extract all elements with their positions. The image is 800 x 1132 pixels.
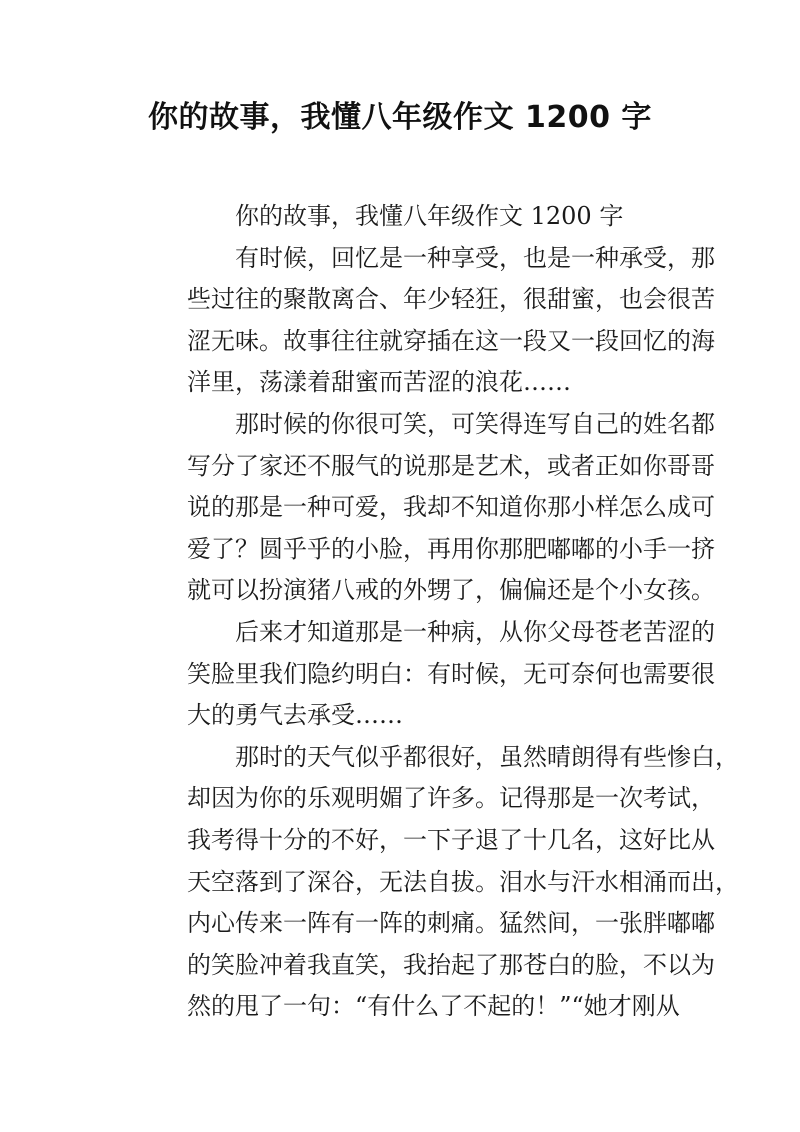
paragraph-subtitle xyxy=(139,196,675,238)
text-line: 就可以扮演猪八戒的外甥了，偏偏还是个小女孩。 xyxy=(187,576,715,605)
text-line: 却因为你的乐观明媚了许多。记得那是一次考试， xyxy=(187,784,715,813)
text-line: 那时的天气似乎都很好，虽然晴朗得有些惨白， xyxy=(235,742,739,771)
paragraph-2 xyxy=(139,404,715,612)
text-line: 些过往的聚散离合、年少轻狂，很甜蜜，也会很苦 xyxy=(187,285,715,314)
text-line: 洋里，荡漾着甜蜜而苦涩的浪花…… xyxy=(187,368,571,397)
document-body xyxy=(139,196,739,1028)
paragraph-4 xyxy=(139,737,739,1028)
text-line: 然的甩了一句：“有什么了不起的！”“她才刚从 xyxy=(187,992,680,1021)
text-line: 后来才知道那是一种病，从你父母苍老苦涩的 xyxy=(235,617,715,646)
text-line: 说的那是一种可爱，我却不知道你那小样怎么成可 xyxy=(187,493,715,522)
text-line: 有时候，回忆是一种享受，也是一种承受，那 xyxy=(235,243,715,272)
paragraph-1 xyxy=(139,238,715,404)
text-line: 天空落到了深谷，无法自拔。泪水与汗水相涌而出， xyxy=(187,867,739,896)
text-line: 大的勇气去承受…… xyxy=(187,701,403,730)
text-line: 涩无味。故事往往就穿插在这一段又一段回忆的海 xyxy=(187,326,715,355)
text-line: 写分了家还不服气的说那是艺术，或者正如你哥哥 xyxy=(187,451,715,480)
text-line: 你的故事，我懂八年级作文 1200 字 xyxy=(235,202,624,230)
text-line: 内心传来一阵有一阵的刺痛。猛然间，一张胖嘟嘟 xyxy=(187,909,715,938)
document-title: 你的故事，我懂八年级作文 1200 字 xyxy=(148,100,652,135)
text-line: 那时候的你很可笑，可笑得连写自己的姓名都 xyxy=(235,409,715,438)
text-line: 笑脸里我们隐约明白：有时候，无可奈何也需要很 xyxy=(187,659,715,688)
text-line: 爱了？圆乎乎的小脸，再用你那肥嘟嘟的小手一挤 xyxy=(187,534,715,563)
paragraph-3 xyxy=(139,612,715,737)
text-line: 的笑脸冲着我直笑，我抬起了那苍白的脸，不以为 xyxy=(187,950,715,979)
text-line: 我考得十分的不好，一下子退了十几名，这好比从 xyxy=(187,825,715,854)
